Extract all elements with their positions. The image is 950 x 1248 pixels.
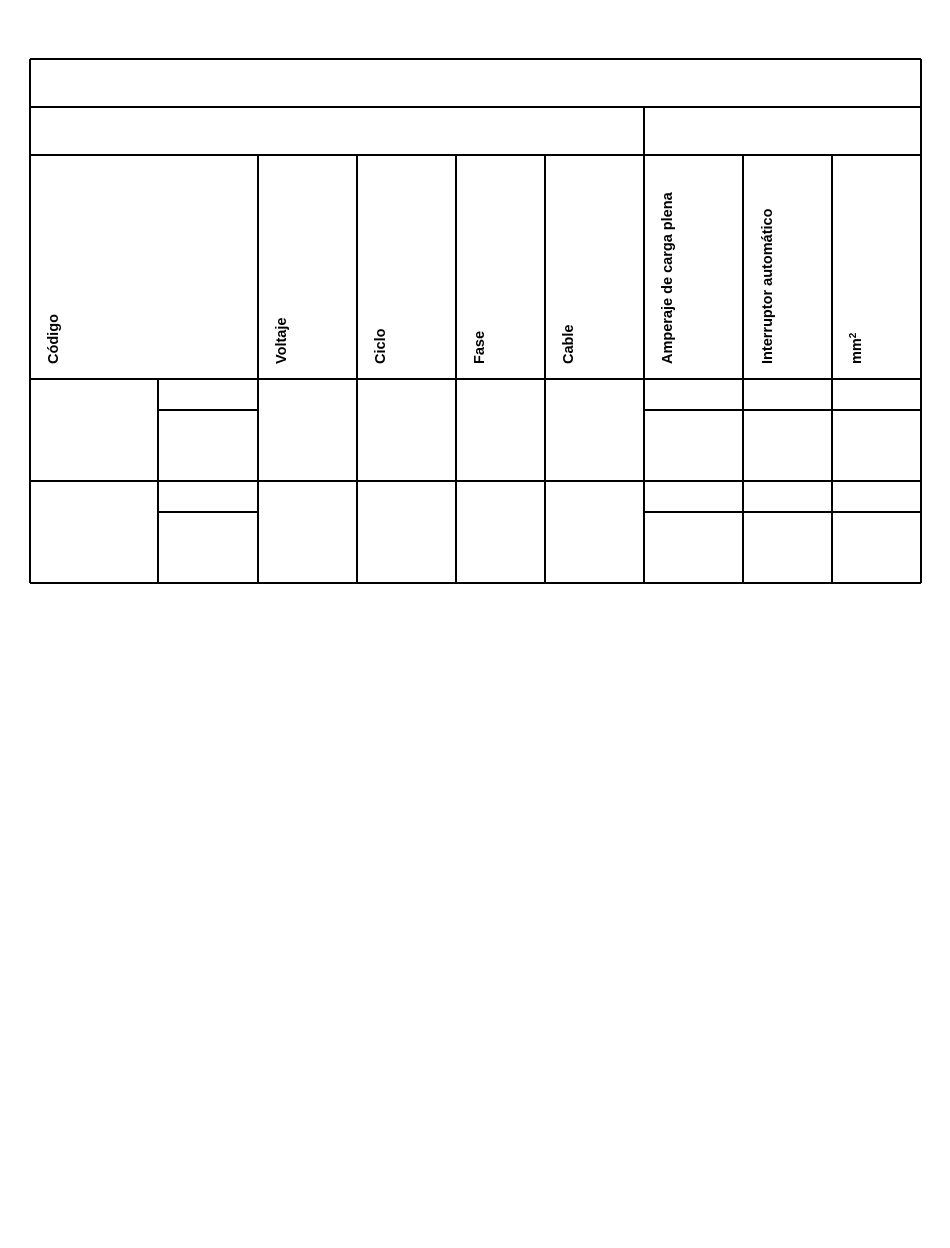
mm2-superscript: 2 — [848, 332, 859, 339]
col-header-cable: Cable — [561, 324, 577, 364]
col-header-voltaje: Voltaje — [274, 317, 290, 364]
col-header-ciclo: Ciclo — [373, 328, 389, 364]
col-header-mm2 — [848, 332, 865, 364]
col-header-interruptor: Interruptor automático — [760, 208, 776, 364]
mm2-base: mm — [849, 338, 865, 364]
col-header-fase: Fase — [472, 330, 488, 364]
col-header-amperaje: Amperaje de carga plena — [660, 192, 676, 364]
col-header-codigo: Código — [46, 314, 62, 364]
table-grid — [30, 59, 921, 583]
